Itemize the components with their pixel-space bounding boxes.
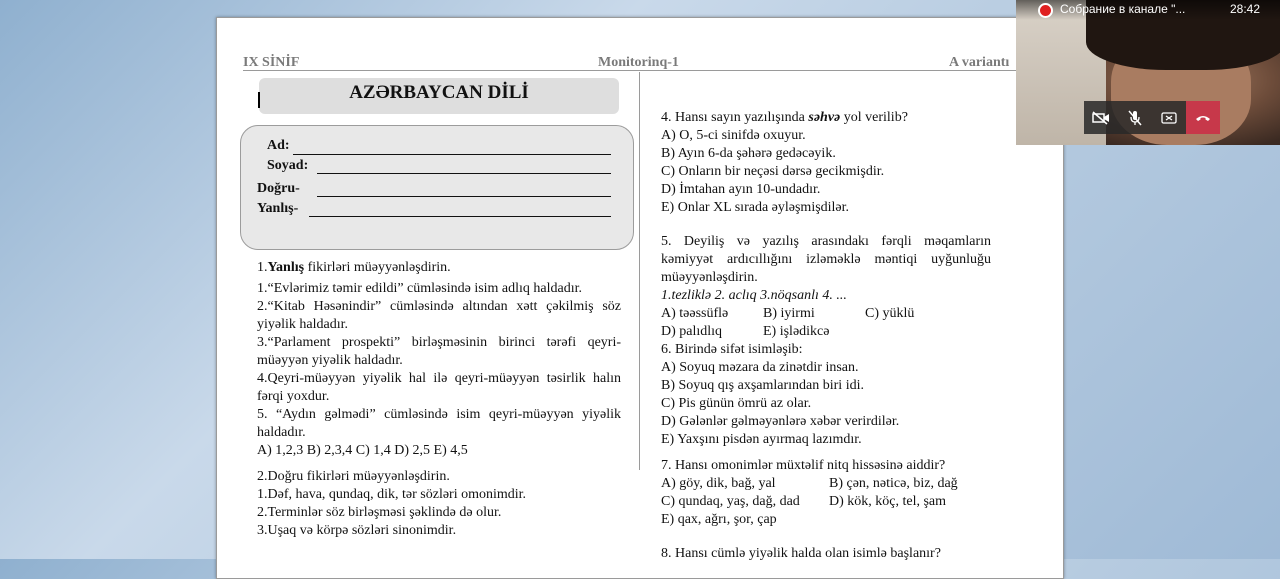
microphone-off-icon — [1128, 110, 1142, 126]
video-call-window[interactable] — [1016, 0, 1280, 145]
correct-field[interactable] — [317, 196, 611, 197]
wrong-label: Yanlış- — [257, 201, 299, 216]
q1-item: 1.“Evlərimiz təmir edildi” cümləsində isim adlıq haldadır. — [257, 281, 583, 296]
call-title: Собрание в канале "... — [1060, 2, 1186, 16]
q5-options-row-1 — [661, 305, 991, 323]
q7-option-b: B) çən, nəticə, biz, dağ — [829, 476, 958, 491]
question-6-title: 6. Birində sifət isimləşib: — [661, 342, 803, 357]
q7-options-row-2 — [661, 493, 991, 511]
question-8-title: 8. Hansı cümlə yiyəlik halda olan isimlə başlanır? — [661, 546, 941, 561]
camera-off-icon — [1092, 111, 1110, 125]
document-page — [216, 17, 1064, 579]
name-field[interactable] — [293, 154, 611, 155]
q6-option: D) Gələnlər gəlməyənlərə xəbər verirdilər. — [661, 414, 900, 429]
q1-answers: A) 1,2,3 B) 2,3,4 C) 1,4 D) 2,5 E) 4,5 — [257, 443, 468, 458]
q7-option-d: D) kök, köç, tel, şam — [829, 494, 947, 509]
question-4-title: 4. Hansı sayın yazılışında səhvə yol verilib? — [661, 110, 908, 125]
screen-share-icon — [1161, 112, 1177, 124]
q5-option-c: C) yüklü — [865, 306, 915, 321]
q7-option-e: E) qax, ağrı, şor, çap — [661, 512, 777, 527]
q1-item: 3.“Parlament prospekti” birləşməsinin birinci tərəfi qeyri-müəyyən yiyəlik haldadır. — [257, 335, 621, 368]
q5-options-row-2 — [661, 323, 991, 341]
stop-screen-share-button[interactable] — [1152, 101, 1186, 134]
question-5-title: 5. Deyiliş və yazılış arasındakı fərqli məqamların kəmiyyət ardıcıllığını izləməklə məntiqi uyğunluğu müəyyənləşdirin. — [661, 234, 991, 285]
question-7-title: 7. Hansı omonimlər müxtəlif nitq hissəsinə aiddir? — [661, 458, 946, 473]
hang-up-button[interactable] — [1186, 101, 1220, 134]
mute-button[interactable] — [1118, 101, 1152, 134]
q2-item: 1.Dəf, hava, qundaq, dik, tər sözləri omonimdir. — [257, 487, 527, 502]
q4-option: B) Ayın 6-da şəhərə gedəcəyik. — [661, 146, 836, 161]
q5-option-e: E) işlədikcə — [763, 324, 830, 339]
q2-item: 3.Uşaq və körpə sözləri sinonimdir. — [257, 523, 457, 538]
q7-option-c: C) qundaq, yaş, dağ, dad — [661, 494, 800, 509]
q1-item: 5. “Aydın gəlmədi” cümləsində isim qeyri-müəyyən yiyəlik haldadır. — [257, 407, 621, 440]
question-1-title: 1.Yanlış fikirləri müəyyənləşdirin. — [257, 260, 451, 275]
student-info-box — [240, 125, 634, 250]
q7-option-a: A) göy, dik, bağ, yal — [661, 476, 776, 491]
q5-option-d: D) palıdlıq — [661, 324, 723, 339]
right-column — [661, 109, 991, 563]
header-exam: Monitorinq-1 — [598, 55, 679, 70]
subject-title: AZƏRBAYCAN DİLİ — [259, 78, 619, 114]
column-divider — [639, 72, 640, 470]
q5-option-a: A) təəssüflə — [661, 306, 729, 321]
q4-option: C) Onların bir neçəsi dərsə gecikmişdir. — [661, 164, 885, 179]
q4-option: A) O, 5-ci sinifdə oxuyur. — [661, 128, 806, 143]
q6-option: B) Soyuq qış axşamlarından biri idi. — [661, 378, 864, 393]
recording-icon — [1038, 3, 1053, 18]
camera-off-button[interactable] — [1084, 101, 1118, 134]
surname-label: Soyad: — [267, 158, 309, 173]
call-title-bar — [1016, 0, 1280, 20]
q6-option: A) Soyuq məzara da zinətdir insan. — [661, 360, 859, 375]
phone-hang-up-icon — [1195, 113, 1211, 123]
q5-option-b: B) iyirmi — [763, 306, 815, 321]
text-cursor — [258, 92, 260, 108]
header-variant: A variantı — [949, 55, 1010, 70]
left-column — [257, 259, 621, 540]
call-timer: 28:42 — [1229, 2, 1260, 16]
q6-option: C) Pis günün ömrü az olar. — [661, 396, 812, 411]
q6-option: E) Yaxşını pisdən ayırmaq lazımdır. — [661, 432, 862, 447]
q4-option: D) İmtahan ayın 10-undadır. — [661, 182, 821, 197]
header-grade: IX SİNİF — [243, 55, 300, 70]
question-2-title: 2.Doğru fikirləri müəyyənləşdirin. — [257, 469, 450, 484]
call-controls — [1084, 101, 1220, 134]
q5-hint: 1.tezliklə 2. aclıq 3.nöqsanlı 4. ... — [661, 288, 847, 303]
name-label: Ad: — [267, 138, 290, 153]
q7-options-row-1 — [661, 475, 991, 493]
q1-item: 4.Qeyri-müəyyən yiyəlik hal ilə qeyri-müəyyən təsirlik halın fərqi yoxdur. — [257, 371, 621, 404]
header-divider — [243, 70, 1023, 71]
q4-option: E) Onlar XL sırada əyləşmişdilər. — [661, 200, 850, 215]
q2-item: 2.Terminlər söz birləşməsi şəklində də olur. — [257, 505, 502, 520]
correct-label: Doğru- — [257, 181, 300, 196]
wrong-field[interactable] — [309, 216, 611, 217]
surname-field[interactable] — [317, 173, 611, 174]
q1-item: 2.“Kitab Həsənindir” cümləsində altından xətt çəkilmiş söz yiyəlik haldadır. — [257, 299, 621, 332]
